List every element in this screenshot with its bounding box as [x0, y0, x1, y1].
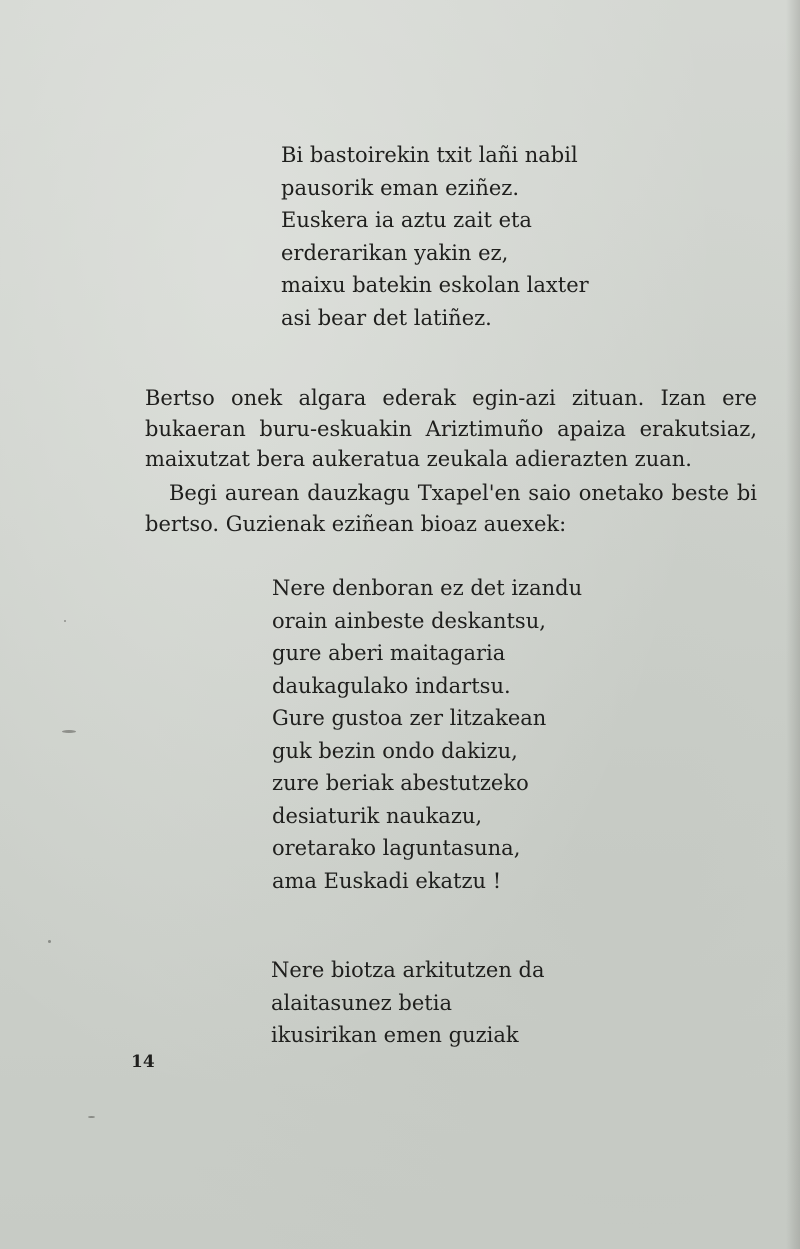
verse-line: gure aberi maitagaria — [272, 641, 506, 665]
verse-line: Bi bastoirekin txit lañi nabil — [281, 143, 578, 167]
paper-speck — [64, 620, 66, 622]
page-edge-shadow — [786, 0, 800, 1249]
verse-line: Nere biotza arkitutzen da — [271, 958, 545, 982]
verse-line: desiaturik naukazu, — [272, 803, 483, 828]
verse-stanza-1 — [281, 139, 589, 334]
paper-speck — [62, 730, 76, 733]
verse-line: Gure gustoa zer litzakean — [272, 706, 547, 730]
verse-line: asi bear det latiñez. — [281, 305, 492, 330]
verse-line: pausorik eman eziñez. — [281, 175, 520, 200]
paper-speck — [88, 1116, 95, 1118]
verse-line: daukagulako indartsu. — [272, 673, 511, 698]
verse-line: orain ainbeste deskantsu, — [272, 608, 546, 633]
verse-line: Euskera ia aztu zait eta — [281, 208, 532, 232]
prose-paragraph-1: Bertso onek algara ederak egin-azi zituan. Izan ere bukaeran buru-eskuakin Ariztimuño apaiza erakutsiaz, maixutzat bera aukeratua zeukala adierazten zuan. — [145, 386, 757, 471]
verse-stanza-3 — [271, 954, 545, 1052]
verse-line: Nere denboran ez det izandu — [272, 576, 583, 600]
verse-line: alaitasunez betia — [271, 990, 452, 1015]
verse-line: oretarako laguntasuna, — [272, 836, 521, 860]
verse-stanza-2 — [272, 572, 582, 897]
verse-line: zure beriak abestutzeko — [272, 771, 529, 795]
verse-line: ikusirikan emen guziak — [271, 1023, 519, 1047]
verse-line: maixu batekin eskolan laxter — [281, 273, 589, 297]
paper-speck — [48, 940, 51, 943]
verse-line: ama Euskadi ekatzu ! — [272, 868, 502, 893]
page-number: 14 — [131, 1052, 155, 1072]
prose-paragraph-2: Begi aurean dauzkagu Txapel'en saio onetako beste bi bertso. Guzienak eziñean bioaz auexek: — [145, 481, 757, 536]
verse-line: guk bezin ondo dakizu, — [272, 738, 518, 763]
verse-line: erderarikan yakin ez, — [281, 240, 509, 265]
